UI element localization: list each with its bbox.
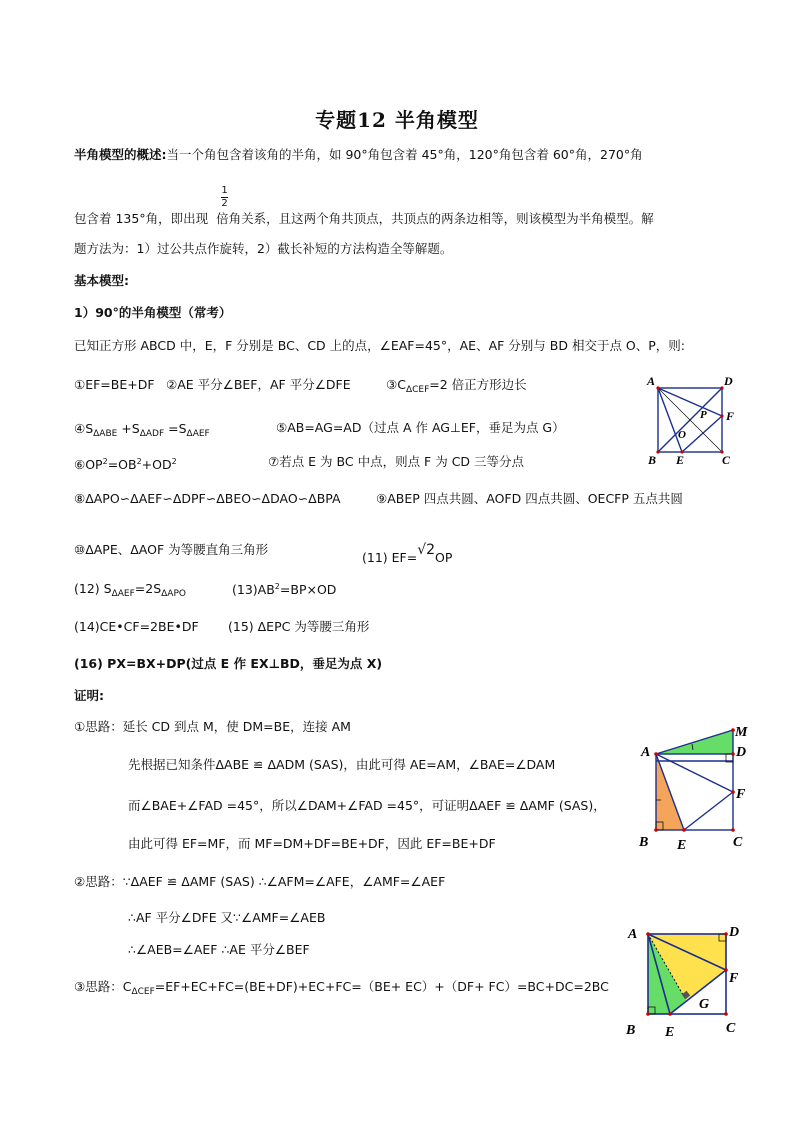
intro-text-2b: 倍角关系，且这两个角共顶点，共顶点的两条边相等，则该模型为半角模型。解 bbox=[216, 211, 654, 226]
c3-a: ③C bbox=[386, 377, 406, 392]
conclusion-1: ①EF=BE+DF bbox=[74, 377, 155, 392]
conclusion-11 bbox=[362, 541, 452, 567]
fig1-label-f: F bbox=[726, 409, 735, 423]
c6-sq1: 2 bbox=[102, 457, 108, 466]
proof-2-line-3: ∴∠AEB=∠AEF ∴AE 平分∠BEF bbox=[128, 942, 310, 957]
fig3-label-f: F bbox=[729, 971, 739, 986]
c4-a: ④S bbox=[74, 421, 94, 436]
c4-b: +S bbox=[117, 421, 140, 436]
fig2-label-m: M bbox=[735, 725, 748, 740]
conclusion-2: ②AE 平分∠BEF，AF 平分∠DFE bbox=[166, 377, 351, 392]
fig1-label-a: A bbox=[647, 374, 656, 388]
conclusion-9: ⑨ABEP 四点共圆、AOFD 四点共圆、OECFP 五点共圆 bbox=[376, 491, 683, 506]
fig1-label-o: O bbox=[678, 429, 686, 441]
half-denominator: 2 bbox=[221, 198, 228, 209]
fig2-label-d: D bbox=[736, 745, 747, 760]
c12-s2: ΔAPO bbox=[161, 589, 186, 599]
proof-2-head: ②思路：∵ΔAEF ≌ ΔAMF (SAS) ∴∠AFM=∠AFE，∠AMF=∠AEF bbox=[74, 874, 446, 889]
proof-2-line-2: ∴AF 平分∠DFE 又∵∠AMF=∠AEB bbox=[128, 910, 326, 925]
fig1-label-d: D bbox=[724, 374, 733, 388]
c3-sub: ΔCEF bbox=[405, 385, 430, 395]
c12-a: (12) S bbox=[74, 581, 112, 596]
intro-line-2 bbox=[74, 210, 654, 228]
square-model-figure bbox=[644, 372, 740, 466]
fig1-label-p: P bbox=[700, 409, 707, 421]
fig2-label-c: C bbox=[733, 835, 743, 850]
fig2-label-e: E bbox=[677, 838, 687, 853]
page-title: 专题12 半角模型 bbox=[315, 108, 479, 132]
intro-text-1: 当一个角包含着该角的半角，如 90°角包含着 45°角，120°角包含着 60°角，270°角 bbox=[166, 147, 643, 162]
p3-a: ③思路：C bbox=[74, 979, 132, 994]
fig1-label-c: C bbox=[722, 453, 731, 466]
conclusion-4 bbox=[74, 420, 210, 443]
c6-sq2: 2 bbox=[136, 457, 142, 466]
conclusion-13 bbox=[232, 578, 336, 599]
proof-1-line-2: 先根据已知条件ΔABE ≌ ΔADM (SAS)，由此可得 AE=AM，∠BAE=∠DAM bbox=[128, 757, 556, 772]
c4-s1: ΔABE bbox=[93, 429, 118, 439]
c6-a: ⑥OP bbox=[74, 457, 103, 472]
conclusion-3 bbox=[386, 376, 527, 399]
c11-a: (11) EF= bbox=[362, 550, 418, 565]
proof-1-line-4: 由此可得 EF=MF，而 MF=DM+DF=BE+DF，因此 EF=BE+DF bbox=[128, 836, 496, 851]
c13-b: =BP×OD bbox=[279, 582, 337, 597]
c13-a: (13)AB bbox=[232, 582, 275, 597]
conclusion-6 bbox=[74, 453, 177, 474]
fig3-label-b: B bbox=[626, 1023, 636, 1038]
proof-1-line-3: 而∠BAE+∠FAD =45°，所以∠DAM+∠FAD =45°，可证明ΔAEF ≌ ΔAMF (SAS)， bbox=[128, 798, 606, 813]
basic-model-label: 基本模型: bbox=[74, 273, 129, 288]
half-numerator: 1 bbox=[221, 185, 228, 196]
perpendicular-proof-figure bbox=[620, 916, 748, 1046]
c3-b: =2 倍正方形边长 bbox=[429, 377, 527, 392]
proof-1-head: ①思路：延长 CD 到点 M，使 DM=BE，连接 AM bbox=[74, 719, 351, 734]
c6-c: +OD bbox=[141, 457, 172, 472]
p3-b: =EF+EC+FC=(BE+DF)+EC+FC=（BE+ EC）+（DF+ FC）=BC+DC=2BC bbox=[154, 979, 609, 994]
c6-sq3: 2 bbox=[171, 457, 177, 466]
c4-s2: ΔADF bbox=[139, 429, 165, 439]
c11-root: √2 bbox=[417, 542, 436, 558]
c13-sq: 2 bbox=[274, 582, 280, 591]
fig1-label-e: E bbox=[676, 453, 685, 466]
c12-b: =2S bbox=[134, 581, 162, 596]
fig3-label-g: G bbox=[699, 997, 710, 1012]
fig2-label-f: F bbox=[736, 787, 746, 802]
half-fraction bbox=[221, 186, 228, 209]
intro-text-2a: 包含着 135°角，即出现 bbox=[74, 211, 209, 226]
p3-sub: ΔCEF bbox=[131, 987, 155, 997]
proof-3 bbox=[74, 978, 609, 1001]
fig1-label-b: B bbox=[648, 453, 657, 466]
c4-s3: ΔAEF bbox=[186, 429, 210, 439]
intro-line-3: 题方法为：1）过公共点作旋转，2）截长补短的方法构造全等解题。 bbox=[74, 241, 453, 256]
c12-s1: ΔAEF bbox=[111, 589, 135, 599]
conclusion-8: ⑧ΔAPO∽ΔAEF∽ΔDPF∽ΔBEO∽ΔDAO∽ΔBPA bbox=[74, 491, 341, 506]
intro-line-1 bbox=[74, 146, 643, 164]
conclusion-15: (15) ΔEPC 为等腰三角形 bbox=[228, 619, 370, 634]
model-90-label: 1）90°的半角模型（常考） bbox=[74, 305, 232, 320]
given-statement: 已知正方形 ABCD 中，E，F 分别是 BC、CD 上的点，∠EAF=45°，AE、AF 分别与 BD 相交于点 O、P，则: bbox=[74, 338, 685, 353]
conclusion-12 bbox=[74, 580, 186, 603]
rotation-proof-figure bbox=[636, 716, 760, 856]
c6-b: =OB bbox=[107, 457, 137, 472]
intro-label: 半角模型的概述: bbox=[74, 147, 167, 162]
conclusion-16: (16) PX=BX+DP(过点 E 作 EX⊥BD，垂足为点 X) bbox=[74, 656, 383, 671]
conclusion-5: ⑤AB=AG=AD（过点 A 作 AG⊥EF，垂足为点 G） bbox=[276, 420, 565, 435]
c4-c: =S bbox=[164, 421, 187, 436]
fig2-label-a: A bbox=[641, 745, 651, 760]
fig2-label-b: B bbox=[639, 835, 649, 850]
fig3-label-c: C bbox=[726, 1021, 736, 1036]
fig3-label-e: E bbox=[665, 1025, 675, 1040]
conclusion-7: ⑦若点 E 为 BC 中点，则点 F 为 CD 三等分点 bbox=[268, 454, 525, 469]
conclusion-10: ⑩ΔAPE、ΔAOF 为等腰直角三角形 bbox=[74, 542, 269, 557]
conclusion-14: (14)CE•CF=2BE•DF bbox=[74, 619, 199, 634]
c11-b: OP bbox=[435, 550, 453, 565]
fig3-label-d: D bbox=[729, 925, 740, 940]
proof-label: 证明: bbox=[74, 688, 104, 703]
fig3-label-a: A bbox=[628, 927, 638, 942]
